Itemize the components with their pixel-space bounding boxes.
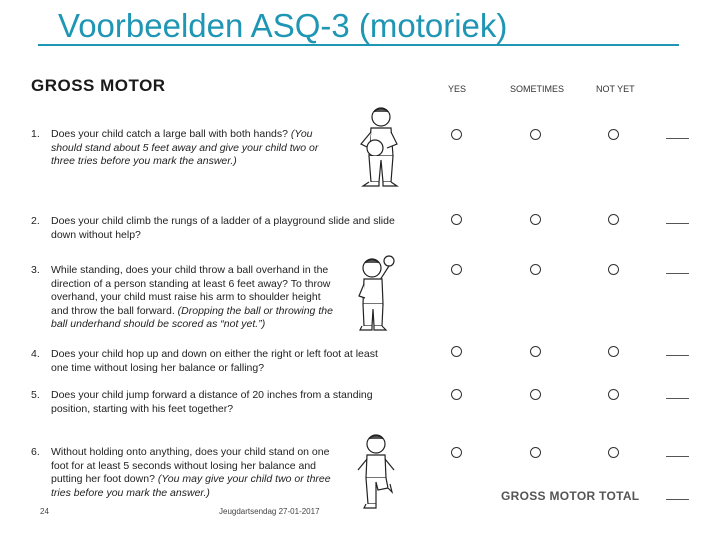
question-5-text: Does your child jump forward a distance of 20 inches from a standing position, starting with his feet together?: [51, 389, 373, 415]
child-throwing-ball-illustration: [356, 254, 402, 334]
question-5-number: 5.: [31, 389, 40, 401]
column-header-yes: YES: [448, 84, 467, 94]
question-6-text: Without holding onto anything, does your child stand on one foot for at least 5 seconds without losing her balance and putting her foot down? (You may give your child two or three tries before you mark the answer.): [51, 446, 331, 499]
question-3-yes-option[interactable]: [451, 264, 462, 275]
question-1-text: Does your child catch a large ball with both hands? (You should stand about 5 feet away and give your child two or three tries before you mark the answer.): [51, 128, 319, 167]
question-2-not-yet-option[interactable]: [608, 214, 619, 225]
question-1-sometimes-option[interactable]: [530, 129, 541, 140]
question-2-yes-option[interactable]: [451, 214, 462, 225]
question-5-not-yet-option[interactable]: [608, 389, 619, 400]
question-2-text: Does your child climb the rungs of a ladder of a playground slide and slide down without help?: [51, 215, 395, 241]
column-header-not-yet: NOT YET: [596, 84, 635, 94]
question-1-score-line[interactable]: [666, 138, 689, 139]
question-1-number: 1.: [31, 128, 40, 140]
gross-motor-total-label: GROSS MOTOR TOTAL: [501, 489, 640, 503]
question-4-score-line[interactable]: [666, 355, 689, 356]
question-3-score-line[interactable]: [666, 273, 689, 274]
question-6-number: 6.: [31, 446, 40, 458]
question-3-sometimes-option[interactable]: [530, 264, 541, 275]
question-4-yes-option[interactable]: [451, 346, 462, 357]
question-1-yes-option[interactable]: [451, 129, 462, 140]
question-6-not-yet-option[interactable]: [608, 447, 619, 458]
question-2-score-line[interactable]: [666, 223, 689, 224]
question-6-sometimes-option[interactable]: [530, 447, 541, 458]
question-3-text: While standing, does your child throw a ball overhand in the direction of a person standing at least 6 feet away? To throw overhand, your child must raise his arm to shoulder height and throw the ball forward. (Dropping the ball or throwing the ball underhand should be scored as “not yet.”): [51, 264, 333, 330]
question-6-yes-option[interactable]: [451, 447, 462, 458]
question-3-not-yet-option[interactable]: [608, 264, 619, 275]
question-3-number: 3.: [31, 264, 40, 276]
question-5-sometimes-option[interactable]: [530, 389, 541, 400]
question-4-number: 4.: [31, 348, 40, 360]
question-1-not-yet-option[interactable]: [608, 129, 619, 140]
question-6-score-line[interactable]: [666, 456, 689, 457]
question-2-sometimes-option[interactable]: [530, 214, 541, 225]
page-number: 24: [40, 507, 49, 516]
question-5-score-line[interactable]: [666, 398, 689, 399]
question-4-sometimes-option[interactable]: [530, 346, 541, 357]
child-catching-ball-illustration: [351, 104, 409, 190]
question-2-number: 2.: [31, 215, 40, 227]
question-4-text: Does your child hop up and down on either the right or left foot at least one time without losing her balance or falling?: [51, 348, 378, 374]
column-header-sometimes: SOMETIMES: [510, 84, 565, 94]
title-underline: [38, 44, 679, 46]
question-5-yes-option[interactable]: [451, 389, 462, 400]
footer-text: Jeugdartsendag 27-01-2017: [219, 507, 320, 516]
slide-title: Voorbeelden ASQ-3 (motoriek): [58, 7, 508, 44]
gross-motor-total-score-line[interactable]: [666, 499, 689, 500]
question-4-not-yet-option[interactable]: [608, 346, 619, 357]
child-standing-on-one-foot-illustration: [354, 432, 400, 512]
section-title: GROSS MOTOR: [31, 76, 166, 95]
